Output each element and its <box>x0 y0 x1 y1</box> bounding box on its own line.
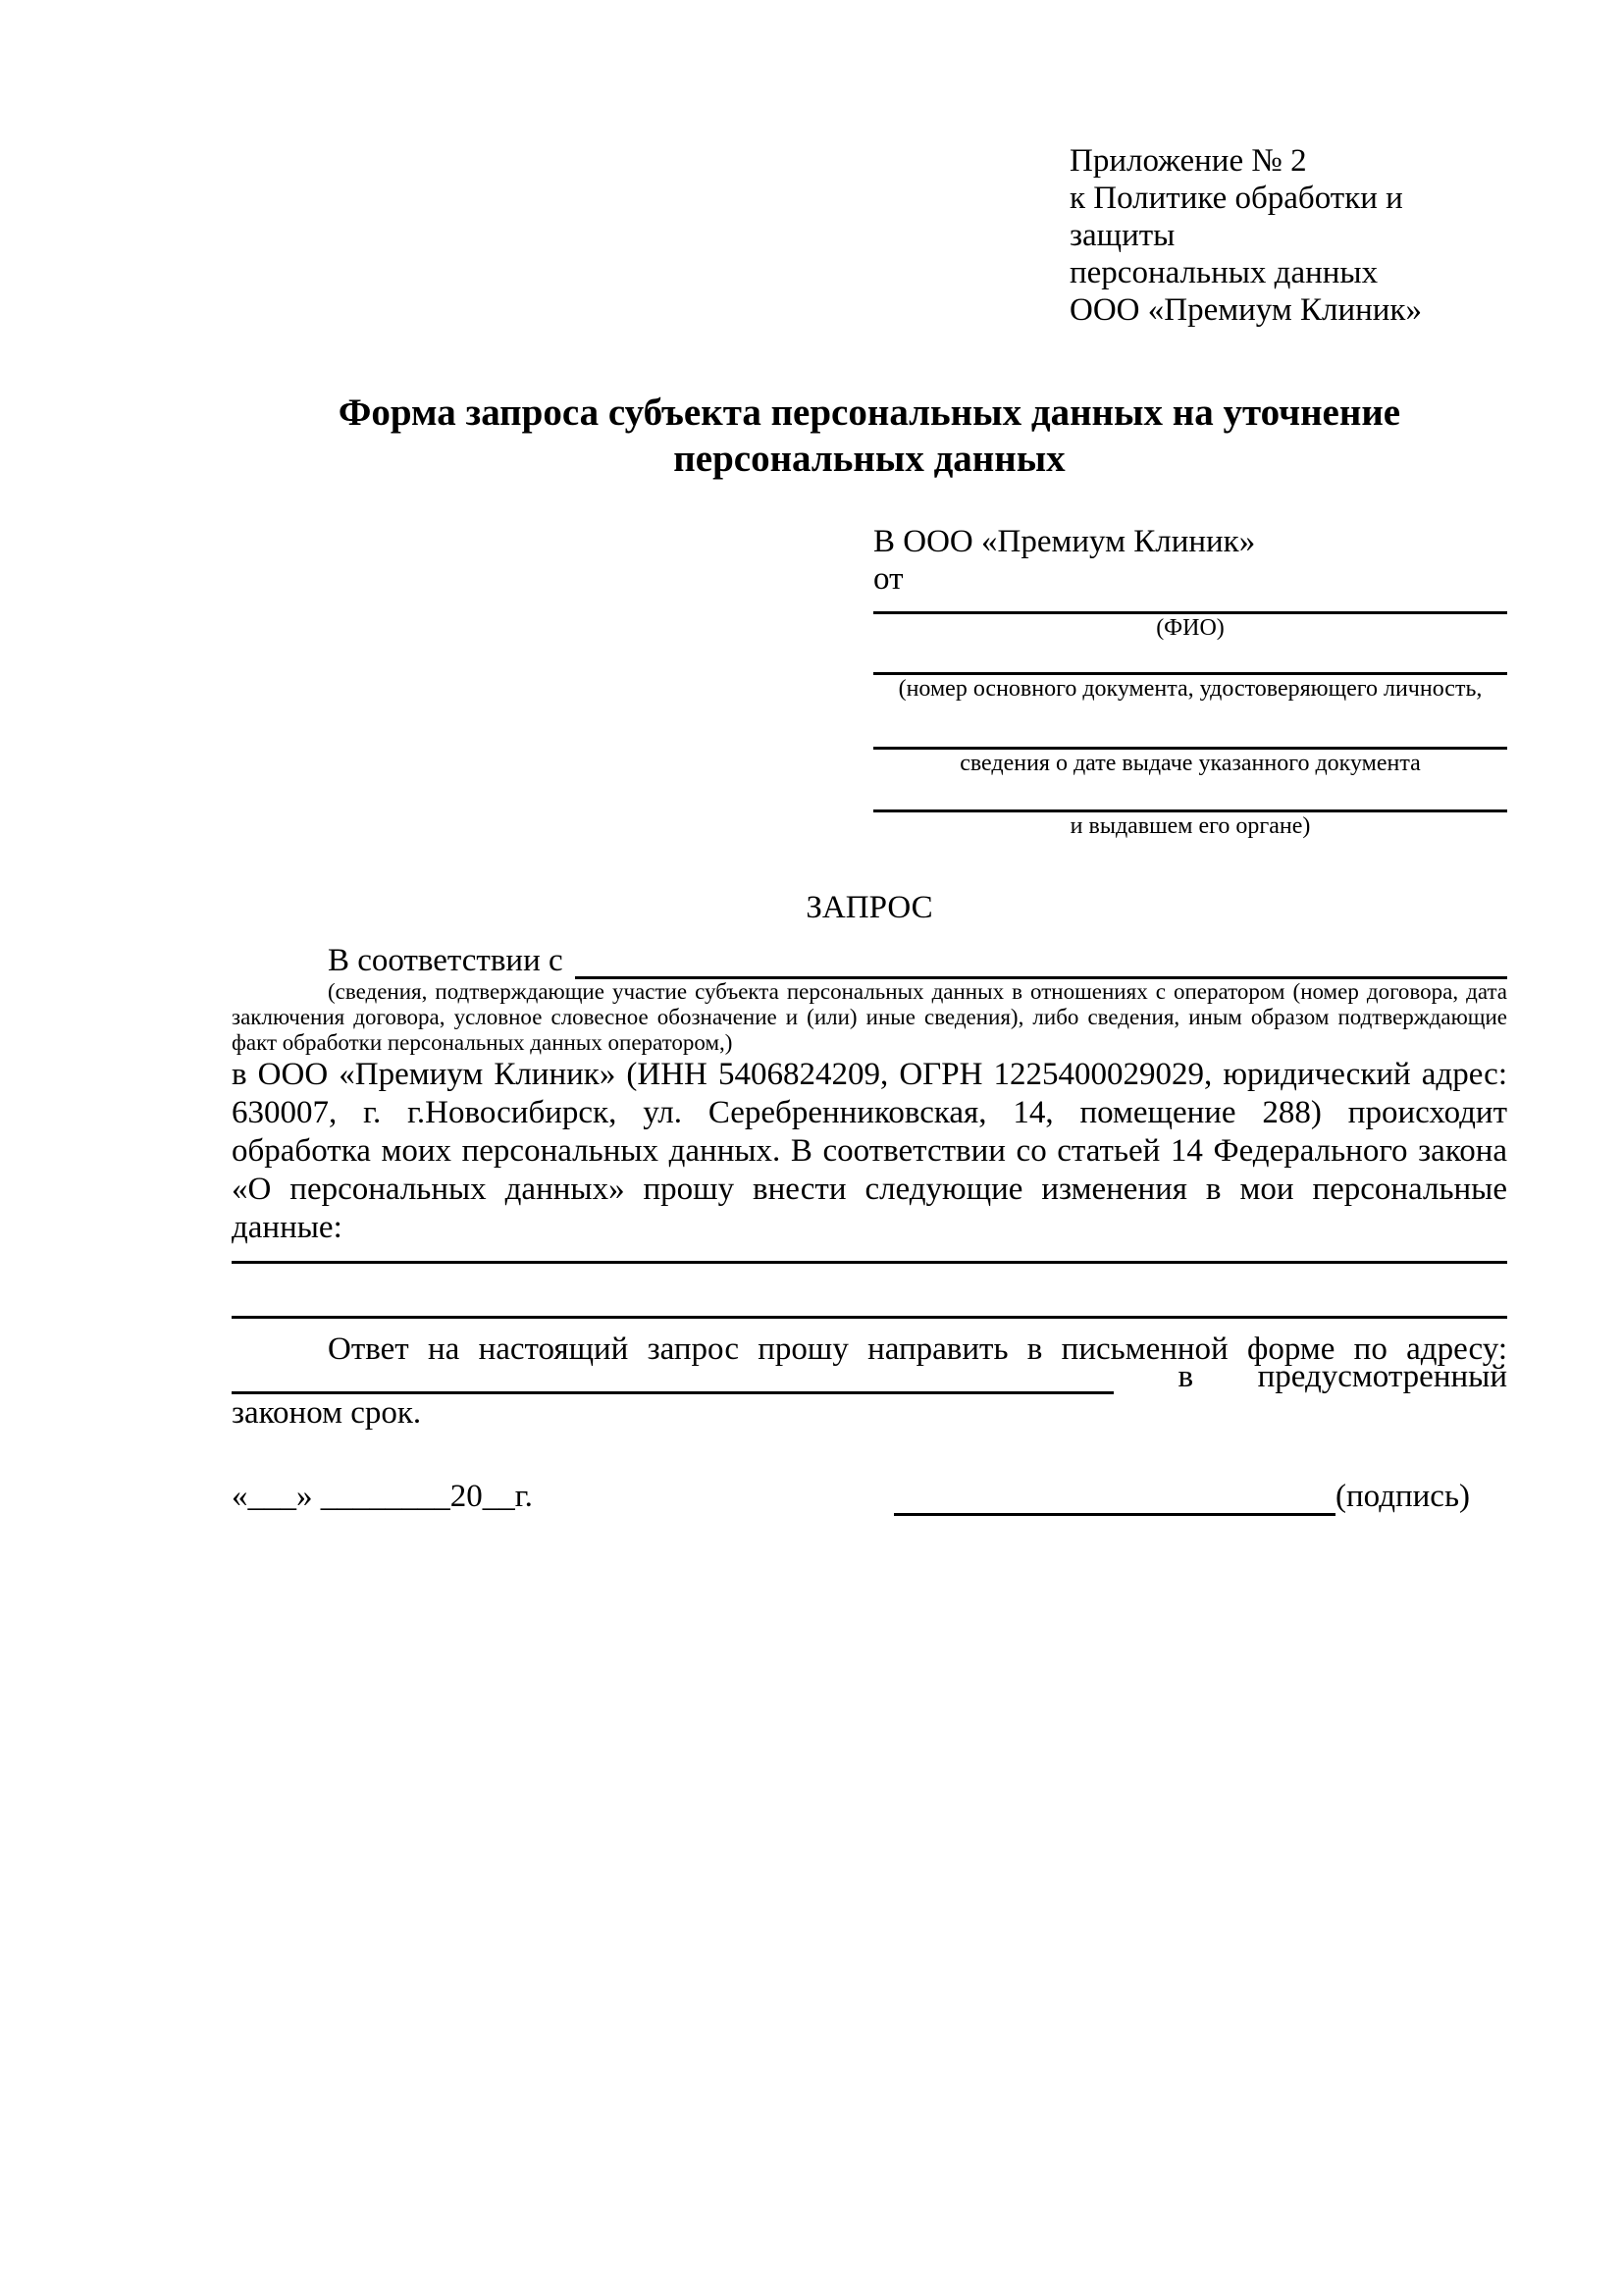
fio-blank-line <box>873 598 1507 614</box>
request-body-paragraph: в ООО «Премиум Клиник» (ИНН 5406824209, ОГРН 1225400029029, юридический адрес: 630007, г. г.Новосибирск, ул. Серебренниковская, 14, помещение 288) происходит обработка моих персональных данных. В соответствии со статьей 14 Федерального закона «О персональных данных» прошу внести следующие изменения в мои персональные данные: <box>232 1057 1507 1245</box>
appendix-line: Приложение № 2 <box>1070 143 1307 179</box>
doc-number-blank-line <box>873 642 1507 675</box>
form-title-line-1: Форма запроса субъекта персональных данных на уточнение <box>338 391 1401 434</box>
intro-caption: (сведения, подтверждающие участие субъекта персональных данных в отношениях с оператором (номер договора, дата заключения договора, условное словесное обозначение и (или) иные сведения), либо сведения, иным образом подтверждающие факт обработки персональных данных оператором,) <box>232 979 1507 1055</box>
addressee-to: В ООО «Премиум Клиник» <box>873 524 1256 559</box>
signature-caption: (подпись) <box>1335 1479 1470 1514</box>
date-blank-template: «___» ________20__г. <box>232 1479 533 1514</box>
appendix-line: к Политике обработки и защиты <box>1070 181 1403 253</box>
intro-line <box>232 942 1507 979</box>
page-content <box>232 0 1507 1516</box>
request-heading: ЗАПРОС <box>806 890 933 925</box>
footer-row <box>232 1478 1507 1516</box>
changes-blank-line-2 <box>232 1264 1507 1319</box>
response-word-v: в <box>1178 1359 1194 1394</box>
signature-group <box>894 1478 1470 1516</box>
response-line-3: законом срок. <box>232 1395 422 1431</box>
form-title <box>232 390 1507 482</box>
response-address-blank-line <box>232 1368 1114 1394</box>
appendix-line: персональных данных <box>1070 255 1379 290</box>
response-line-2 <box>232 1359 1507 1394</box>
doc-issue-date-caption: сведения о дате выдаче указанного документа <box>960 751 1421 776</box>
appendix-line: ООО «Премиум Клиник» <box>1070 292 1422 328</box>
response-line-1: Ответ на настоящий запрос прошу направить в письменной форме по адресу: <box>328 1331 1507 1367</box>
fio-caption: (ФИО) <box>1156 615 1225 641</box>
addressee-block <box>873 523 1507 840</box>
changes-blank-line-1 <box>232 1247 1507 1264</box>
intro-blank-line <box>575 942 1507 979</box>
doc-issuer-blank-line <box>873 777 1507 812</box>
addressee-from: от <box>873 561 904 597</box>
doc-number-caption: (номер основного документа, удостоверяющего личность, <box>898 676 1483 702</box>
intro-prefix: В соответствии с <box>328 943 563 978</box>
doc-issuer-caption: и выдавшем его органе) <box>1070 813 1311 839</box>
form-title-line-2: персональных данных <box>673 438 1066 480</box>
signature-blank-line <box>894 1478 1335 1516</box>
appendix-note <box>1070 142 1507 329</box>
doc-issue-date-blank-line <box>873 703 1507 750</box>
response-word-predusmotrenny: предусмотренный <box>1257 1359 1507 1394</box>
